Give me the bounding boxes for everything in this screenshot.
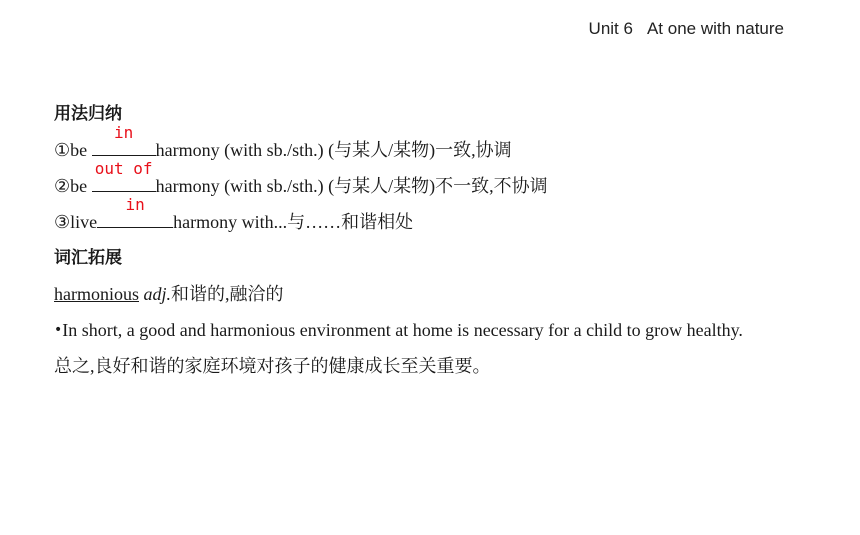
lesson-content bbox=[54, 99, 834, 387]
answer-blank bbox=[92, 123, 156, 156]
vocab-meaning: 和谐的,融洽的 bbox=[171, 284, 284, 304]
usage-item-3 bbox=[54, 195, 834, 243]
vocab-pos: adj. bbox=[143, 284, 172, 304]
answer-blank bbox=[92, 159, 156, 192]
example-chinese: 总之,良好和谐的家庭环境对孩子的健康成长至关重要。 bbox=[54, 356, 491, 376]
vocab-word: harmonious bbox=[54, 284, 139, 304]
answer-text: in bbox=[125, 195, 145, 214]
example-en-text: In short, a good and harmonious environment at home is necessary for a child to grow healthy. bbox=[62, 320, 743, 340]
usage-item-text: harmony (with sb./sth.) (与某人/某物)一致,协调 bbox=[155, 140, 512, 160]
usage-item-text: harmony (with sb./sth.) (与某人/某物)不一致,不协调 bbox=[155, 176, 548, 196]
usage-heading: 用法归纳 bbox=[54, 104, 122, 124]
vocab-heading: 词汇拓展 bbox=[54, 248, 122, 268]
vocab-entry bbox=[54, 279, 834, 315]
bullet-icon: • bbox=[54, 322, 63, 338]
unit-title: At one with nature bbox=[646, 19, 784, 38]
unit-header bbox=[589, 19, 784, 39]
answer-blank bbox=[97, 195, 173, 228]
usage-item-1 bbox=[54, 123, 834, 171]
usage-item-text: harmony with...与……和谐相处 bbox=[173, 212, 414, 232]
usage-item-marker: ③live bbox=[54, 212, 98, 232]
answer-text: out of bbox=[94, 159, 153, 178]
usage-item-marker: ②be bbox=[54, 176, 92, 196]
answer-text: in bbox=[114, 123, 134, 142]
usage-item-marker: ①be bbox=[54, 140, 92, 160]
unit-number: Unit 6 bbox=[588, 19, 633, 38]
example-english bbox=[54, 315, 834, 351]
